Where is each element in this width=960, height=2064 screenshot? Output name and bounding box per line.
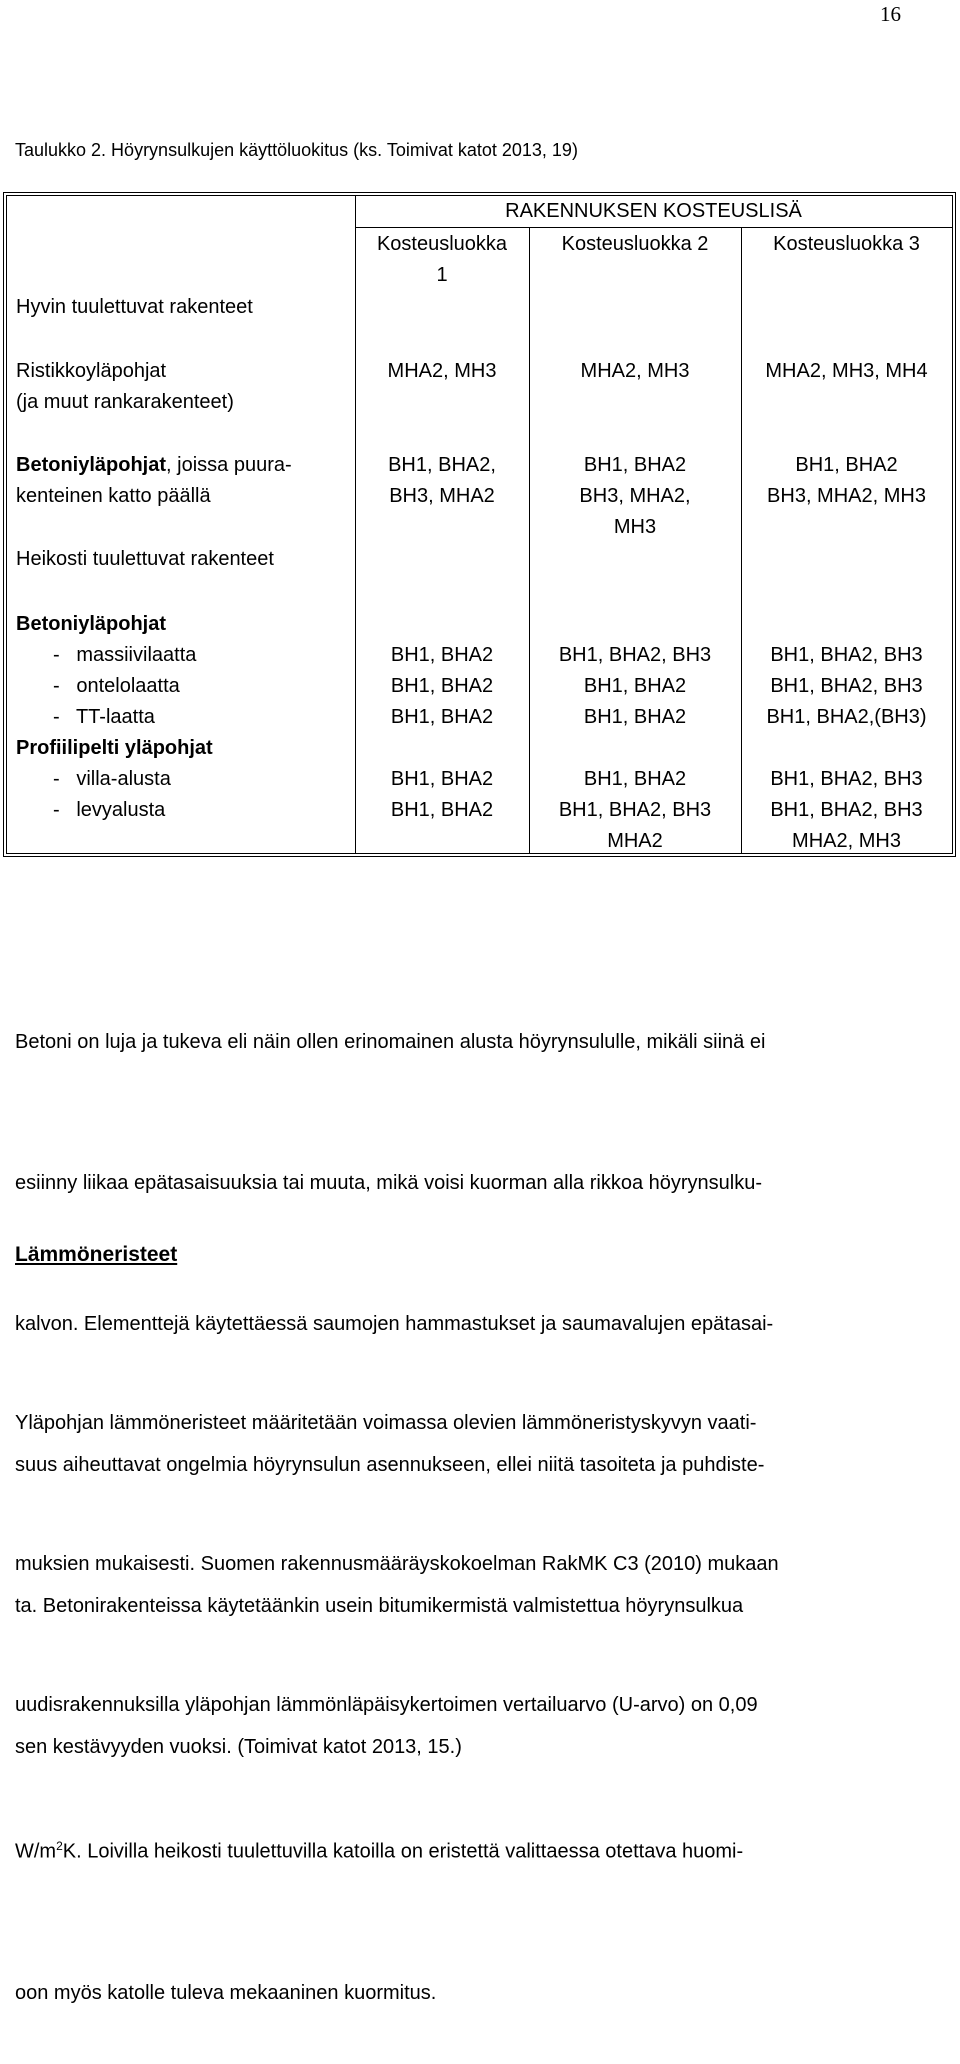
table-divider (355, 196, 356, 853)
row1-c2: MHA2, MH3 (580, 360, 690, 382)
text-line-rest: K. Loivilla heikosti tuulettuvilla katoilla on eristettä valittaessa otettava huomi- (62, 1840, 744, 1863)
row3-item: - levyalusta (53, 799, 166, 821)
row3-c3: BH1, BHA2, BH3 (770, 675, 923, 697)
row3-c1: BH1, BHA2 (390, 644, 494, 666)
row3-item: - TT-laatta (53, 706, 155, 728)
row3-c2: BH1, BHA2, BH3 (558, 799, 712, 821)
page-number: 16 (880, 2, 901, 26)
row3-c3: MHA2, MH3 (792, 830, 901, 852)
row2-c3-l2: BH3, MHA2, MH3 (767, 485, 926, 507)
table-caption: Taulukko 2. Höyrynsulkujen käyttöluokitus (ks. Toimivat katot 2013, 19) (15, 140, 578, 160)
row3-c2: BH1, BHA2 (583, 706, 687, 728)
row3-c3: BH1, BHA2, BH3 (770, 768, 923, 790)
row3-c2: BH1, BHA2 (583, 675, 687, 697)
row3-c3: BH1, BHA2, BH3 (770, 799, 923, 821)
row3-c2: BH1, BHA2, BH3 (558, 644, 712, 666)
row3-c2: BH1, BHA2 (583, 768, 687, 790)
text-line: muksien mukaisesti. Suomen rakennusmääräyskokoelman RakMK C3 (2010) mukaan (15, 1553, 779, 1575)
row2-c3-l1: BH1, BHA2 (795, 454, 898, 476)
text-line: sen kestävyyden vuoksi. (Toimivat katot 2013, 15.) (15, 1736, 462, 1758)
body-paragraph-2 (15, 1306, 779, 2064)
row3-c2: MHA2 (607, 830, 663, 852)
row3-c3: BH1, BHA2, BH3 (770, 644, 923, 666)
text-line: esiinny liikaa epätasaisuuksia tai muuta, mikä voisi kuorman alla rikkoa höyrynsulku- (15, 1172, 763, 1194)
text-line: oon myös katolle tuleva mekaaninen kuormitus. (15, 1981, 437, 2004)
unit-text: W/m (15, 1840, 57, 1863)
vapour-barrier-table (3, 192, 956, 857)
col-header-1-line1: Kosteusluokka (376, 233, 508, 255)
row2-label-rest: , joissa puura- (166, 454, 292, 476)
table-divider (355, 227, 952, 228)
row2-label-bold: Betoniyläpohjat (16, 454, 167, 476)
row3-c1: BH1, BHA2 (390, 799, 494, 821)
text-line: uudisrakennuksilla yläpohjan lämmönläpäisykertoimen vertailuarvo (U-arvo) on 0,09 (15, 1694, 758, 1716)
row2-c2-l2: BH3, MHA2, (579, 485, 691, 507)
section-poorly-ventilated: Heikosti tuulettuvat rakenteet (16, 548, 274, 570)
row3-c1: BH1, BHA2 (390, 768, 494, 790)
text-line: ta. Betonirakenteissa käytetäänkin usein bitumikermistä valmistettua höyrynsulkua (15, 1595, 744, 1617)
section-well-ventilated: Hyvin tuulettuvat rakenteet (16, 296, 253, 318)
row3-item: - ontelolaatta (53, 675, 180, 697)
col-header-3: Kosteusluokka 3 (773, 233, 920, 255)
row1-label-sub: (ja muut rankarakenteet) (16, 391, 234, 413)
row2-c1-l2: BH3, MHA2 (389, 485, 495, 507)
row2-c2-l1: BH1, BHA2 (583, 454, 687, 476)
row2-label-line2: kenteinen katto päällä (16, 485, 211, 507)
row3-label-profile: Profiilipelti yläpohjat (16, 737, 213, 759)
text-line: suus aiheuttavat ongelmia höyrynsulun asennukseen, ellei niitä tasoiteta ja puhdiste- (15, 1454, 765, 1476)
unit-superscript: 2 (56, 1839, 63, 1853)
row3-c3: BH1, BHA2,(BH3) (766, 706, 927, 728)
row2-label (16, 450, 292, 481)
row3-c1: BH1, BHA2 (390, 706, 494, 728)
row1-c3: MHA2, MH3, MH4 (765, 360, 928, 382)
row3-item: - massiivilaatta (53, 644, 197, 666)
row3-c1: BH1, BHA2 (390, 675, 494, 697)
row3-label-concrete: Betoniyläpohjat (16, 613, 167, 635)
row2-c2-l3: MH3 (613, 516, 657, 538)
row1-label: Ristikkoyläpohjat (16, 360, 167, 382)
col-header-1-line2: 1 (436, 264, 448, 286)
section-heading: Lämmöneristeet (15, 1243, 178, 1266)
table-divider (741, 227, 742, 853)
text-line: kalvon. Elementtejä käytettäessä saumojen hammastukset ja saumavalujen epätasai- (15, 1313, 774, 1335)
col-header-2: Kosteusluokka 2 (561, 233, 709, 255)
text-line: Yläpohjan lämmöneristeet määritetään voimassa olevien lämmöneristyskyvyn vaati- (15, 1412, 757, 1434)
group-header: RAKENNUKSEN KOSTEUSLISÄ (505, 200, 802, 222)
text-line: Betoni on luja ja tukeva eli näin ollen erinomainen alusta höyrynsululle, mikäli siinä ei (15, 1031, 766, 1053)
text-line (15, 1823, 779, 1876)
row3-item: - villa-alusta (53, 768, 171, 790)
row2-c1-l1: BH1, BHA2, (388, 454, 496, 476)
row1-c1: MHA2, MH3 (387, 360, 497, 382)
